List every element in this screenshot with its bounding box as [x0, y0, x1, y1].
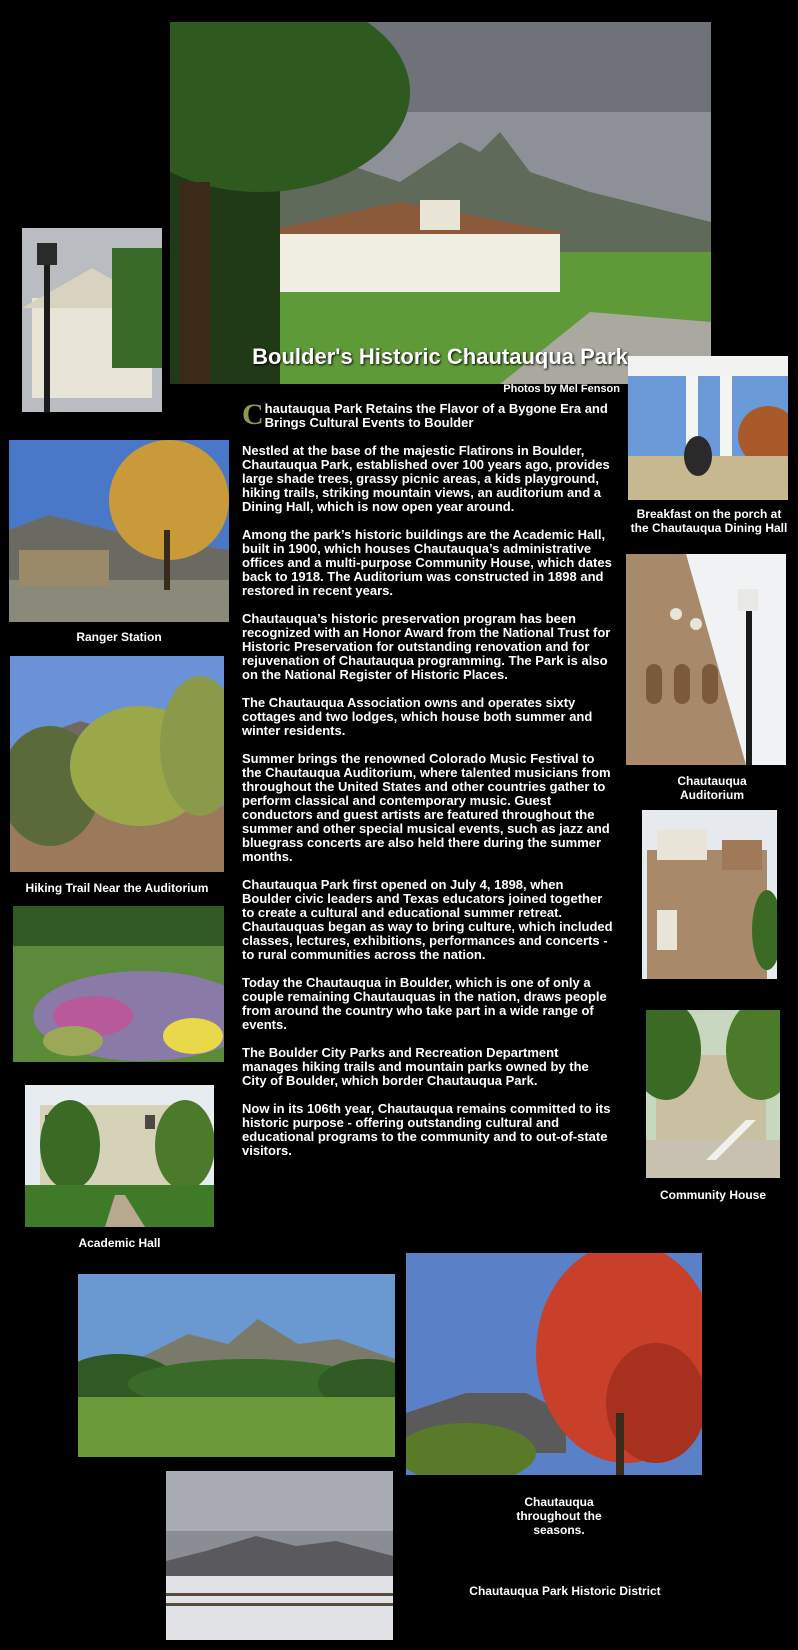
article-paragraph: Chautauqua’s historic preservation program has been recognized with an Honor Award from the National Trust for Historic Preservation for outstanding renovation and for rejuvenation of Chautauqua programming. The Park is also on the National Register of Historic Places.: [242, 611, 611, 682]
caption-community-house: Community House: [659, 1188, 766, 1202]
caption-auditorium: Chautauqua Auditorium: [677, 774, 747, 802]
article-paragraph: Summer brings the renowned Colorado Music Festival to the Chautauqua Auditorium, where talented musicians from throughout the United States and other countries gather to perform classical and contemporary music. Guest conductors and guest artists are featured throughout the summer and other special musical events, such as jazz and bluegrass concerts are also held there during the summer months.: [242, 751, 611, 864]
article-lead: [242, 398, 614, 431]
article-body: [242, 398, 614, 1172]
caption-ranger-station: Ranger Station: [76, 630, 162, 644]
photo-ranger-station: [9, 440, 229, 622]
lead-text: hautauqua Park Retains the Flavor of a Bygone Era and Brings Cultural Events to Boulder: [264, 401, 608, 430]
photo-breakfast-porch: [628, 356, 788, 500]
article-paragraph: Today the Chautauqua in Boulder, which is one of only a couple remaining Chautauquas in the nation, draws people from around the country who take part in a wide range of events.: [242, 975, 607, 1032]
photo-winter-snow: [166, 1471, 393, 1640]
caption-hiking-trail: Hiking Trail Near the Auditorium: [25, 881, 209, 895]
drop-cap: C: [242, 398, 264, 431]
photo-flower-garden: [13, 906, 224, 1062]
photo-community-house: [646, 1010, 780, 1178]
photo-credit: Photos by Mel Fenson: [503, 383, 620, 395]
article-paragraph: Now in its 106th year, Chautauqua remains committed to its historic purpose - offering outstanding cultural and educational programs to the community and to out-of-state visitors.: [242, 1101, 611, 1158]
photo-auditorium-tower: [642, 810, 777, 979]
caption-breakfast: Breakfast on the porch at the Chautauqua Dining Hall: [630, 507, 788, 535]
photo-autumn-tree: [406, 1253, 702, 1475]
caption-academic-hall: Academic Hall: [78, 1236, 161, 1250]
photo-hiking-trail: [10, 656, 224, 872]
article-paragraph: The Boulder City Parks and Recreation Department manages hiking trails and mountain parks owned by the City of Boulder, which border Chautauqua Park.: [242, 1045, 589, 1088]
page-title: Boulder's Historic Chautauqua Park: [252, 344, 628, 369]
article-paragraph: Among the park’s historic buildings are the Academic Hall, built in 1900, which houses Chautauqua’s administrative offices and a multi-purpose Community House, which dates back to 1918. The Auditorium was constructed in 1898 and restored in recent years.: [242, 527, 612, 598]
caption-seasons: Chautauqua throughout the seasons.: [516, 1495, 602, 1537]
photo-auditorium: [626, 554, 786, 765]
hero-photo-dining-hall: [170, 22, 711, 384]
photo-academic-hall: [25, 1085, 214, 1227]
photo-dining-hall-lamp: [22, 228, 162, 412]
article-paragraph: Nestled at the base of the majestic Flatirons in Boulder, Chautauqua Park, established over 100 years ago, provides large shade trees, grassy picnic areas, a kids playground, hiking trails, striking mountain views, an auditorium and a Dining Hall, which is now open year around.: [242, 443, 610, 514]
photo-flatirons-meadow: [78, 1274, 395, 1457]
article-paragraph: The Chautauqua Association owns and operates sixty cottages and two lodges, which house both summer and winter residents.: [242, 695, 593, 738]
article-paragraph: Chautauqua Park first opened on July 4, 1898, when Boulder civic leaders and Texas educators joined together to create a cultural and educational summer retreat. Chautauquas began as way to bring culture, which included classes, lectures, exhibitions, performances and concerts - to rural communities across the nation.: [242, 877, 613, 962]
caption-historic-district: Chautauqua Park Historic District: [469, 1584, 661, 1598]
